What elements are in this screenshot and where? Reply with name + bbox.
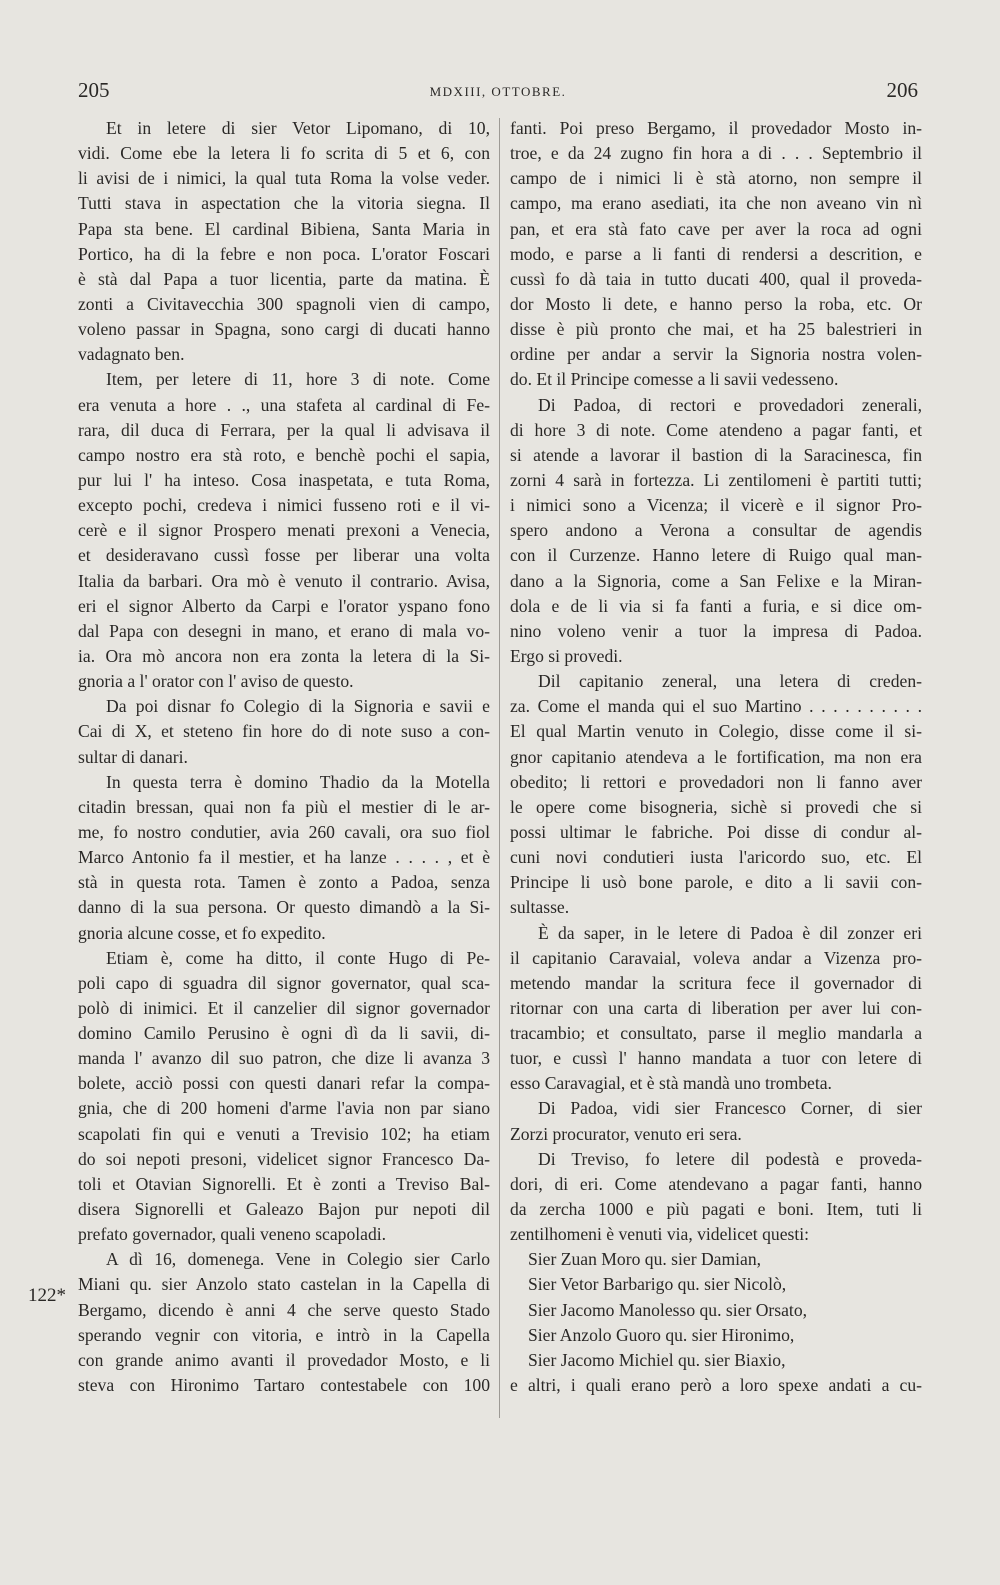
text-line: Da poi disnar fo Colegio di la Signoria e savii e <box>106 696 490 717</box>
text-line: steva con Hironimo Tartaro contestabele con 100 <box>78 1375 490 1396</box>
text-line: disse è più pronto che mai, et ha 25 balestrieri in <box>510 319 922 340</box>
text-line: me, fo nostro condutier, avia 260 cavali, ora suo fiol <box>78 821 490 842</box>
text-line: Di Padoa, di rectori e provedadori zenerali, <box>538 394 922 415</box>
text-line: danno di la sua persona. Or questo dimandò a la Si- <box>78 897 490 918</box>
text-line: zorni 4 sarà in fortezza. Li zentilomeni è partiti tutti; <box>510 469 922 490</box>
text-line: dori, di eri. Come atendevano a pagar fanti, hanno <box>510 1173 922 1194</box>
text-line: Di Padoa, vidi sier Francesco Corner, di sier <box>538 1098 922 1119</box>
text-line: il capitanio Caravaial, voleva andar a Vizenza pro- <box>510 947 922 968</box>
text-line: Sier Jacomo Manolesso qu. sier Orsato, <box>528 1299 808 1320</box>
text-line: Italia da barbari. Ora mò è venuto il contrario. Avisa, <box>78 570 490 591</box>
text-line: gnor capitanio atendeva a le fortification, ma non era <box>510 746 922 767</box>
text-line: troe, e da 24 zugno fin hora a di . . . Septembrio il <box>510 143 922 164</box>
text-line: zonti a Civitavecchia 300 spagnoli vien di campo, <box>78 293 490 314</box>
text-line: do soi nepoti presoni, videlicet signor Francesco Da- <box>78 1148 490 1169</box>
left-column <box>78 116 490 1398</box>
text-line: le opere come bisogneria, sichè si provedi che si <box>510 796 922 817</box>
text-line: poli capo di sguadra dil signor governator, qual sca- <box>78 972 490 993</box>
text-line: manda l' avanzo dil suo patron, che dize li avanza 3 <box>78 1048 490 1069</box>
text-line: tuor, e cussì l' hanno mandata a tuor con letere di <box>510 1048 922 1069</box>
text-line: campo nostro era stà roto, e benchè pochi el sapia, <box>78 444 490 465</box>
text-line: dola e de li via si fa fanti a furia, e si dice om- <box>510 595 922 616</box>
text-line: Sier Zuan Moro qu. sier Damian, <box>528 1249 762 1270</box>
text-line: Tutti stava in aspectation che la vitoria siegna. Il <box>78 193 490 214</box>
text-line: dal Papa con desegni in mano, et erano di mala vo- <box>78 620 490 641</box>
text-line: dor Mosto li dete, e hanno perso la roba, etc. Or <box>510 293 922 314</box>
text-line: È da saper, in le letere di Padoa è dil zonzer eri <box>538 922 922 943</box>
page-number-right: 206 <box>886 78 918 102</box>
text-line: Papa sta bene. El cardinal Bibiena, Santa Maria in <box>78 218 490 239</box>
text-line: Dil capitanio zeneral, una letera di creden- <box>538 671 922 692</box>
text-line: cuni novi condutieri iusta l'aricordo suo, etc. El <box>510 847 922 868</box>
text-line: stà in questa rota. Tamen è zonto a Padoa, senza <box>78 872 490 893</box>
text-line: In questa terra è domino Thadio da la Motella <box>106 771 490 792</box>
text-line: sultasse. <box>510 897 570 918</box>
text-line: gnoria alcune cosse, et fo expedito. <box>78 922 326 943</box>
text-line: Miani qu. sier Anzolo stato castelan in la Capella di <box>78 1274 490 1295</box>
text-line: toli et Otavian Signorelli. Et è zonti a Treviso Bal- <box>78 1173 490 1194</box>
text-line: Principe li usò bone parole, e dito a li savii con- <box>510 872 922 893</box>
text-line: Bergamo, dicendo è anni 4 che serve questo Stado <box>78 1299 490 1320</box>
text-line: Sier Jacomo Michiel qu. sier Biaxio, <box>528 1349 786 1370</box>
text-line: metendo mandar la scritura fece il governador di <box>510 972 922 993</box>
text-line: pur lui l' ha inteso. Cosa inaspetata, e tuta Roma, <box>78 469 490 490</box>
text-line: con grande animo avanti il provedador Mosto, e li <box>78 1349 490 1370</box>
text-line: scapolati fin qui e venuti a Trevisio 102; ha etiam <box>78 1123 490 1144</box>
text-line: A dì 16, domenega. Vene in Colegio sier Carlo <box>106 1249 490 1270</box>
page-number-left: 205 <box>78 78 110 102</box>
text-line: Cai di X, et steteno fin hore do di note suso a con- <box>78 721 490 742</box>
text-line: campo de i nimici li è stà atorno, non sempre il <box>510 168 922 189</box>
margin-note: 122* <box>28 1285 66 1306</box>
text-line: Zorzi procurator, venuto eri sera. <box>510 1123 742 1144</box>
text-line: prefato governador, quali veneno scapoladi. <box>78 1224 387 1245</box>
text-line: da zercha 1000 e più pagati e boni. Item, tuti li <box>510 1199 922 1220</box>
text-line: dano a la Signoria, come a San Felixe e la Miran- <box>510 570 922 591</box>
column-divider <box>499 118 500 1418</box>
text-line: Etiam è, come ha ditto, il conte Hugo di Pe- <box>106 947 490 968</box>
text-line: era venuta a hore . ., una stafeta al cardinal di Fe- <box>78 394 490 415</box>
text-line: e altri, i quali erano però a loro spexe andati a cu- <box>510 1375 922 1396</box>
text-line: Marco Antonio fa il mestier, et ha lanze . . . . , et è <box>78 847 490 868</box>
text-line: con il Curzenze. Hanno letere di Ruigo qual man- <box>510 545 922 566</box>
text-line: i nimici sono a Vicenza; il vicerè e il signor Pro- <box>510 495 922 516</box>
text-line: sultar di danari. <box>78 746 188 767</box>
text-line: vidi. Come ebe la letera li fo scrita di 5 et 6, con <box>78 143 490 164</box>
text-line: Et in letere di sier Vetor Lipomano, di 10, <box>106 118 490 138</box>
text-line: fanti. Poi preso Bergamo, il provedador Mosto in- <box>510 118 922 138</box>
text-line: vadagnato ben. <box>78 344 185 365</box>
text-line: ordine per andar a servir la Signoria nostra volen- <box>510 344 922 365</box>
running-title: MDXIII, OTTOBRE. <box>429 84 567 99</box>
text-line: spero andono a Verona a consultar de agendis <box>510 520 922 541</box>
text-line: voleno passar in Spagna, sono cargi di ducati hanno <box>78 319 490 340</box>
text-line: ia. Ora mò ancora non era zonta la letera di la Si- <box>78 645 490 666</box>
right-column <box>510 116 922 1398</box>
page-header <box>78 78 918 108</box>
text-line: tracambio; et consultato, parse il meglio mandarla a <box>510 1023 922 1044</box>
text-line: Sier Anzolo Guoro qu. sier Hironimo, <box>528 1324 795 1345</box>
text-line: campo, ma erano asediati, ita che non aveano vin nì <box>510 193 922 214</box>
text-line: Sier Vetor Barbarigo qu. sier Nicolò, <box>528 1274 787 1295</box>
text-line: domino Camilo Perusino è ogni dì da li savii, di- <box>78 1023 490 1044</box>
text-line: El qual Martin venuto in Colegio, disse come il si- <box>510 721 922 742</box>
text-line: si atende a lavorar il bastion di la Saracinesca, fin <box>510 444 922 465</box>
text-line: nino voleno venir a tuor la impresa di Padoa. <box>510 620 922 641</box>
text-line: modo, e parse a li fanti di rendersi a descrition, e <box>510 243 922 264</box>
text-line: sperando vegnir con vitoria, e intrò in la Capella <box>78 1324 490 1345</box>
text-line: esso Caravagial, et è stà mandà uno trombeta. <box>510 1073 832 1094</box>
text-line: disera Signorelli et Galeazo Bajon pur nepoti dil <box>78 1199 490 1220</box>
text-line: polò di inimici. Et il canzelier dil signor governador <box>78 997 490 1018</box>
text-line: è stà dal Papa a tuor licentia, parte da matina. È <box>78 268 490 289</box>
text-line: Ergo si provedi. <box>510 645 623 666</box>
text-line: cerè e il signor Prospero menati prexoni a Venecia, <box>78 520 490 541</box>
text-line: do. Et il Principe comesse a li savii vedesseno. <box>510 369 839 390</box>
text-line: excepto pochi, credeva i nimici fusseno roti e il vi- <box>78 495 490 516</box>
text-line: gnia, che di 200 homeni d'arme l'avia non par siano <box>78 1098 490 1119</box>
text-line: ritornar con una carta di liberation per aver lui con- <box>510 997 922 1018</box>
text-line: bolete, acciò possi con questi danari refar la compa- <box>78 1073 490 1094</box>
text-line: Portico, ha di la febre e non poca. L'orator Foscari <box>78 243 490 264</box>
text-line: di hore 3 di note. Come atendeno a pagar fanti, et <box>510 419 922 440</box>
text-line: za. Come el manda qui el suo Martino . . . . . . . . . . <box>510 696 922 717</box>
text-line: Item, per letere di 11, hore 3 di note. Come <box>106 369 490 390</box>
text-line: possi ultimar le fabriche. Poi disse di condur al- <box>510 821 922 842</box>
text-line: zentilhomeni è venuti via, videlicet questi: <box>510 1224 810 1245</box>
text-line: eri el signor Alberto da Carpi e l'orator yspano fono <box>78 595 490 616</box>
text-line: gnoria a l' orator con l' aviso de questo. <box>78 671 354 692</box>
text-line: obedito; li rettori e provedadori non li fanno aver <box>510 771 922 792</box>
text-line: Di Treviso, fo letere dil podestà e proveda- <box>538 1148 922 1169</box>
text-line: rara, dil duca di Ferrara, per la qual li advisava il <box>78 419 490 440</box>
text-line: cussì fo dà taia in tutto ducati 400, qual il proveda- <box>510 268 922 289</box>
text-line: pan, et era stà fato cave per aver la roca ad ogni <box>510 218 922 239</box>
text-line: et desideravano cussì fosse per liberar una volta <box>78 545 490 566</box>
text-line: li avisi de i nimici, la qual tuta Roma la volse veder. <box>78 168 490 189</box>
text-line: citadin bressan, quai non fa più el mestier di le ar- <box>78 796 490 817</box>
